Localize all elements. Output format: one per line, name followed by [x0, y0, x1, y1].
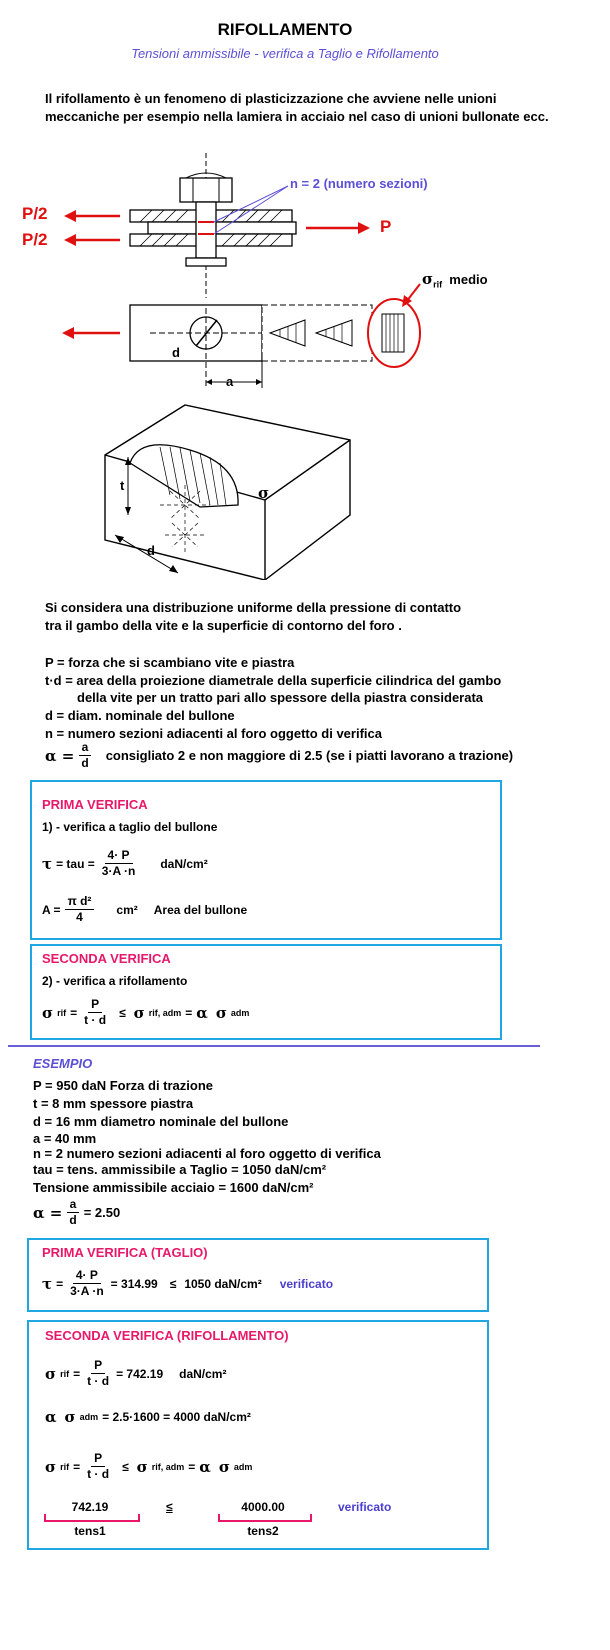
first-check-heading: PRIMA VERIFICA: [42, 797, 148, 812]
second-check-subheading: 2) - verifica a rifollamento: [42, 974, 188, 988]
page-subtitle: Tensioni ammissibile - verifica a Taglio e Rifollamento: [131, 46, 439, 61]
plate-3d-bearing-diagram: [0, 395, 560, 580]
page-title: RIFOLLAMENTO: [217, 20, 353, 39]
intro-paragraph: Il rifollamento è un fenomeno di plasticizzazione che avviene nelle unioni meccaniche per esempio nella lamiera in acciaio nel caso di unioni bullonate ecc.: [45, 91, 549, 124]
load-label-p: P: [380, 217, 392, 236]
example-line-distance: a = 40 mm: [33, 1131, 97, 1146]
example-line-steel-stress: Tensione ammissibile acciaio = 1600 daN/cm²: [33, 1180, 314, 1195]
tens1-value: 742.19: [71, 1500, 109, 1514]
example-tau-formula: τ = $\frac{4\cdot P}{3\cdot A \cdot n}$ = 314.99 ≤ 1050 daN/cm² verificato: [42, 1268, 334, 1298]
tens2-bracket: [218, 1514, 312, 1522]
example-first-check-heading: PRIMA VERIFICA (TAGLIO): [42, 1245, 208, 1260]
definition-td-continued: della vite per un tratto pari allo spessore della piastra considerata: [77, 690, 484, 705]
definition-n: n = numero sezioni adiacenti al foro oggetto di verifica: [45, 726, 382, 741]
tens-compare-symbol: ≤: [166, 1500, 173, 1514]
tens2-label: tens2: [247, 1524, 279, 1538]
section-divider: [8, 1045, 540, 1047]
first-check-subheading: 1) - verifica a taglio del bullone: [42, 820, 218, 834]
definition-p: P = forza che si scambiano vite e piastra: [45, 655, 295, 670]
second-check-heading: SECONDA VERIFICA: [42, 951, 171, 966]
definition-td: t·d = area della proiezione diametrale della superficie cilindrica del gambo: [45, 673, 502, 688]
description-line-1: Si considera una distribuzione uniforme della pressione di contatto: [45, 600, 462, 615]
description-line-2: tra il gambo della vite e la superficie di contorno del foro .: [45, 618, 402, 633]
diameter-label-3d: d: [147, 543, 155, 558]
example-bearing-result: σ rif = $\frac{P}{t \cdot d}$ = 742.19 daN/cm²: [45, 1358, 227, 1388]
example-line-sections: n = 2 numero sezioni adiacenti al foro oggetto di verifica: [33, 1146, 381, 1161]
bearing-stress-label: σ: [258, 484, 270, 502]
example-line-thickness: t = 8 mm spessore piastra: [33, 1096, 194, 1111]
example-line-tau: tau = tens. ammissibile a Taglio = 1050 daN/cm²: [33, 1162, 327, 1177]
example-second-status: verificato: [338, 1500, 392, 1514]
tens1-label: tens1: [74, 1524, 106, 1538]
definition-alpha: α = $\frac{a}{d}$ consigliato 2 e non maggiore di 2.5 (se i piatti lavorano a trazione): [45, 740, 514, 770]
load-label-half-bottom: P/2: [22, 230, 48, 249]
tens2-value: 4000.00: [241, 1500, 285, 1514]
sections-label: n = 2 (numero sezioni): [290, 176, 428, 191]
example-alpha: α = $\frac{a}{d}$ = 2.50: [33, 1197, 121, 1227]
example-bearing-formula: σ rif = $\frac{P}{t \cdot d}$ ≤ σ rif, adm = α σ adm: [45, 1451, 253, 1481]
thickness-label: t: [120, 478, 125, 493]
load-label-half-top: P/2: [22, 204, 48, 223]
example-heading: ESEMPIO: [33, 1056, 93, 1071]
diameter-label: d: [172, 345, 180, 360]
edge-distance-label: a: [226, 374, 234, 389]
example-line-force: P = 950 daN Forza di trazione: [33, 1078, 214, 1093]
example-second-check-heading: SECONDA VERIFICA (RIFOLLAMENTO): [45, 1328, 289, 1343]
area-formula: A = $\frac{\text{π d²}}{4}$ cm² Area del bullone: [42, 894, 248, 924]
tens1-bracket: [44, 1514, 140, 1522]
mean-stress-label: $\sigma_{rif}$ medio: [422, 270, 488, 290]
example-alpha-sigma: α σ adm = 2.5·1600 = 4000 daN/cm²: [45, 1408, 251, 1426]
bearing-formula: σ rif = $\frac{P}{t \cdot d}$ ≤ σ rif, adm = α σ adm: [42, 997, 250, 1027]
tau-formula: τ = tau = $\frac{4\cdot P}{3\cdot A \cdot n}$ daN/cm²: [42, 848, 208, 878]
definition-d: d = diam. nominale del bullone: [45, 708, 235, 723]
example-line-diameter: d = 16 mm diametro nominale del bullone: [33, 1114, 289, 1129]
